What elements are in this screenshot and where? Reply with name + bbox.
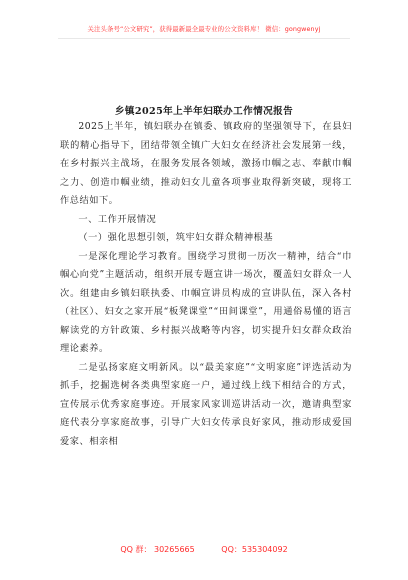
- document-title: 乡镇2025年上半年妇联办工作情况报告: [114, 106, 294, 117]
- document-body: [60, 118, 352, 451]
- section-heading: 一、工作开展情况: [78, 213, 157, 225]
- footer-qq: QQ：535304092: [221, 545, 288, 554]
- footer-contact: [0, 544, 408, 555]
- intro-paragraph: 2025上半年，镇妇联办在镇委、镇政府的坚强领导下，在县妇联的精心指导下，团结带领全镇广大妇女在经济社会发展第一线，在乡村振兴主战场，在服务发展各领域，激扬巾帼之志、奉献巾帼之力、创造巾帼业绩，推动妇女儿童各项事业取得新突破，现将工作总结如下。: [60, 121, 352, 206]
- footer-qq-group: QQ 群： 30265665: [120, 545, 195, 554]
- header-divider: [58, 38, 350, 39]
- header-banner: 关注头条号“公文研究”，获得最新最全最专业的公文资料库！ 微信：gongwenyj: [87, 25, 321, 33]
- subsection-heading: （一）强化思想引领，筑牢妇女群众精神根基: [78, 232, 274, 243]
- body-paragraph-theory: 一是深化理论学习教育。围绕学习贯彻一历次一精神，结合“巾帼心向党”主题活动，组织开展专题宣讲一场次，覆盖妇女群众一人次。组建由乡镇妇联执委、巾帼宣讲员构成的宣讲队伍，深入各村（社区）、妇女之家开展“板凳课堂”“田间课堂”，用通俗易懂的语言解读党的方针政策、乡村振兴战略等内容，切实提升妇女群众政治理论素养。: [60, 250, 352, 354]
- body-paragraph-family: 二是弘扬家庭文明新风。以“最美家庭”“文明家庭”评选活动为抓手，挖掘选树各类典型家庭一户，通过线上线下相结合的方式，宣传展示优秀家庭事迹。开展家风家训巡讲活动一次，邀请典型家庭代表分享家庭故事，引导广大妇女传承良好家风，推动形成爱国爱家、相亲相: [60, 361, 352, 447]
